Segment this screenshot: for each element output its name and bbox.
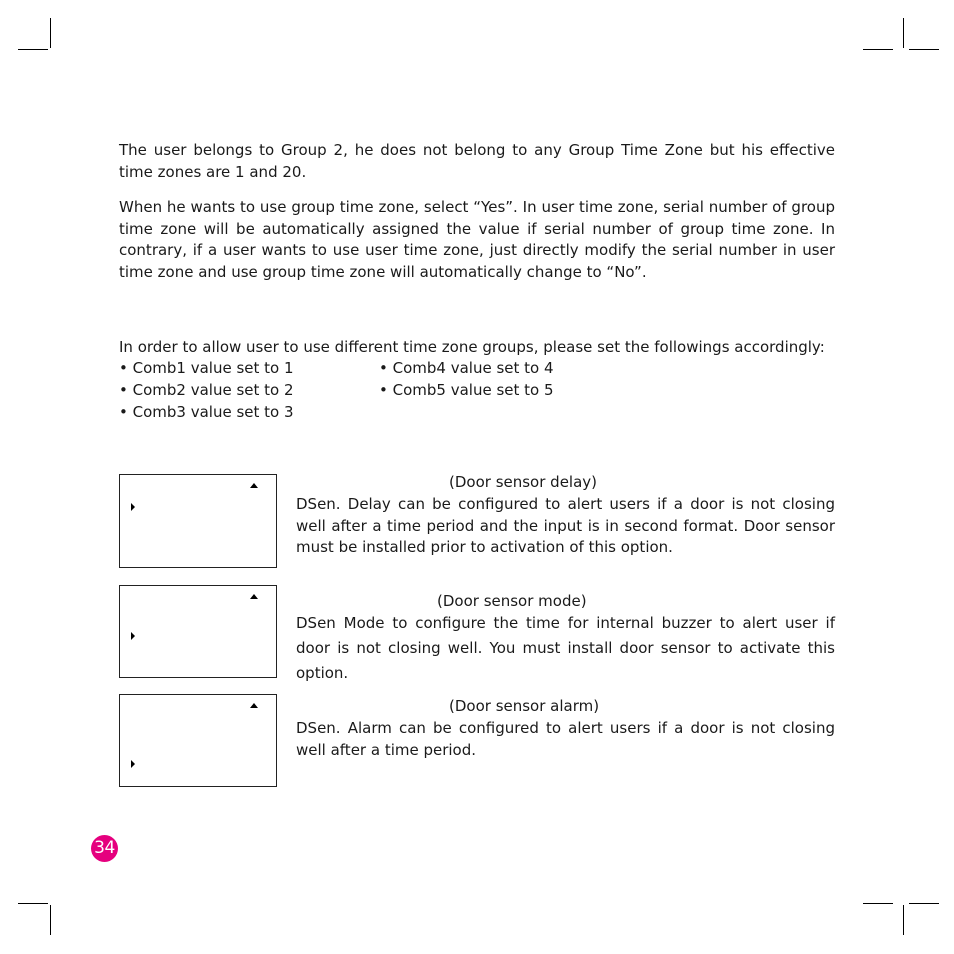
selection-cursor-icon: [131, 632, 135, 640]
section-description-door-sensor-mode: DSen Mode to configure the time for internal buzzer to alert user if door is not closing well. You must install door sensor to activate this option.: [296, 614, 835, 682]
scroll-up-arrow-icon: [250, 703, 258, 708]
paragraph-group-example: The user belongs to Group 2, he does not belong to any Group Time Zone but his effective time zones are 1 and 20.: [119, 141, 835, 181]
page-number-badge: 34: [91, 835, 118, 862]
section-description-door-sensor-alarm: DSen. Alarm can be configured to alert users if a door is not closing well after a time period.: [296, 719, 835, 759]
section-heading-door-sensor-delay: (Door sensor delay): [449, 473, 598, 491]
list-item-comb4: • Comb4 value set to 4: [379, 359, 554, 377]
crop-mark: [50, 18, 51, 48]
scroll-up-arrow-icon: [250, 483, 258, 488]
crop-mark: [863, 49, 893, 50]
list-item-comb1: • Comb1 value set to 1: [119, 359, 294, 377]
crop-mark: [50, 905, 51, 935]
paragraph-time-zone-groups: In order to allow user to use different time zone groups, please set the followings accordingly:: [119, 338, 825, 356]
crop-mark: [18, 903, 48, 904]
crop-mark: [863, 903, 893, 904]
selection-cursor-icon: [131, 503, 135, 511]
crop-mark: [909, 903, 939, 904]
crop-mark: [903, 905, 904, 935]
lcd-screen-door-sensor-delay: [119, 474, 277, 568]
scroll-up-arrow-icon: [250, 594, 258, 599]
crop-mark: [903, 18, 904, 48]
selection-cursor-icon: [131, 760, 135, 768]
list-item-comb3: • Comb3 value set to 3: [119, 403, 294, 421]
list-item-comb5: • Comb5 value set to 5: [379, 381, 554, 399]
crop-mark: [909, 49, 939, 50]
lcd-screen-door-sensor-mode: [119, 585, 277, 678]
section-heading-door-sensor-mode: (Door sensor mode): [437, 592, 587, 610]
crop-mark: [18, 49, 48, 50]
section-description-door-sensor-delay: DSen. Delay can be configured to alert users if a door is not closing well after a time period and the input is in second format. Door sensor must be installed prior to activation of this option.: [296, 495, 835, 556]
lcd-screen-door-sensor-alarm: [119, 694, 277, 787]
paragraph-group-time-zone: When he wants to use group time zone, select “Yes”. In user time zone, serial number of group time zone will be automatically assigned the value if serial number of group time zone. In contrary, if a user wants to use user time zone, just directly modify the serial number in user time zone and use group time zone will automatically change to “No”.: [119, 198, 835, 281]
list-item-comb2: • Comb2 value set to 2: [119, 381, 294, 399]
section-heading-door-sensor-alarm: (Door sensor alarm): [449, 697, 600, 715]
